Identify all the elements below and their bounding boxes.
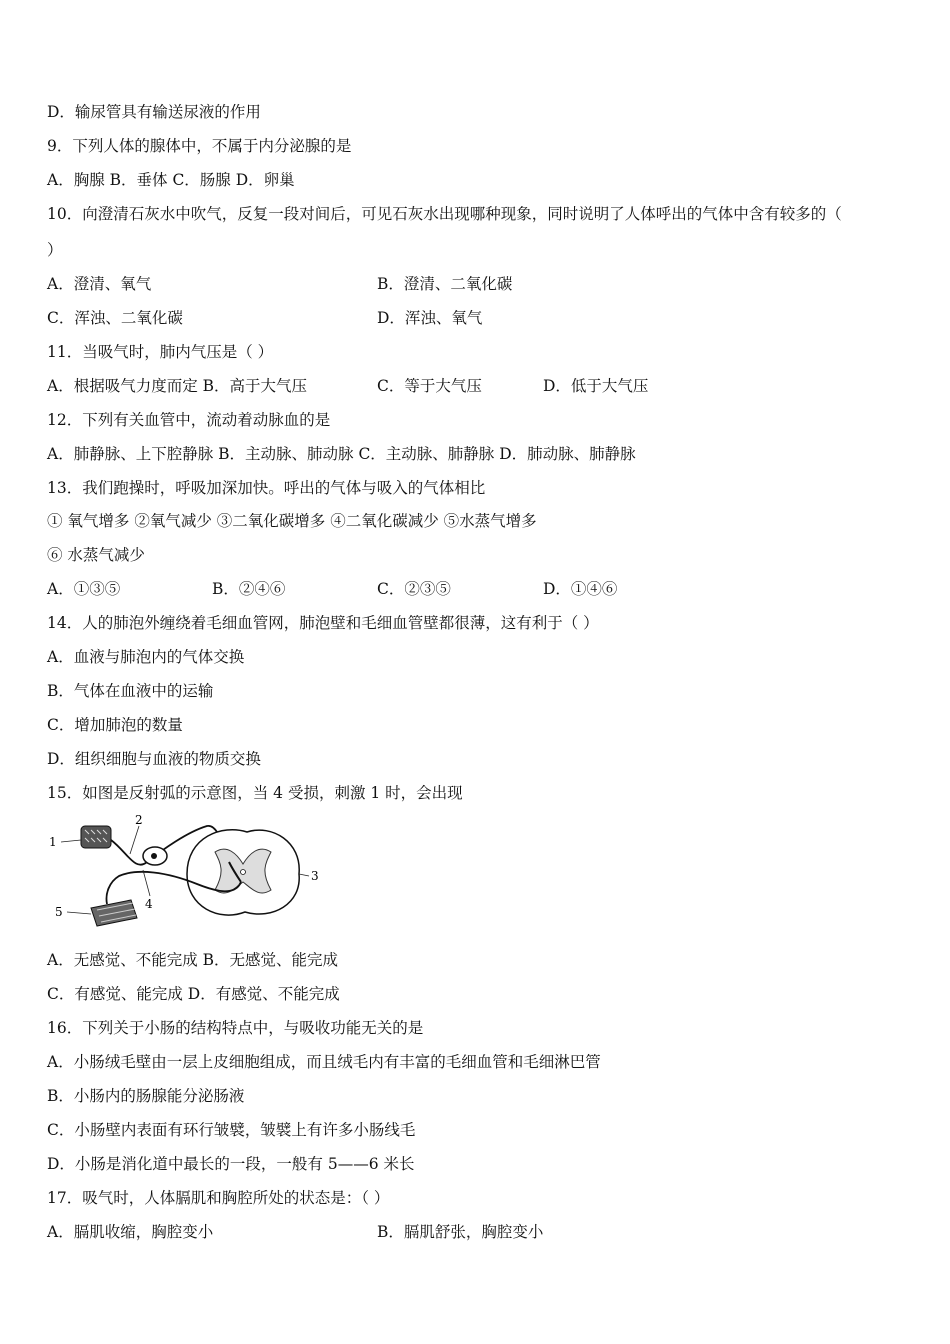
q12-stem: 12．下列有关血管中，流动着动脉血的是 [47,411,331,429]
reflex-arc-diagram [47,812,322,930]
label-4: 4 [145,897,153,911]
q16-option-a: A．小肠绒毛壁由一层上皮细胞组成，而且绒毛内有丰富的毛细血管和毛细淋巴管 [47,1053,601,1071]
q16-option-d: D．小肠是消化道中最长的一段，一般有 5——6 米长 [47,1155,415,1173]
q10-stem: 10．向澄清石灰水中吹气，反复一段对间后，可见石灰水出现哪种现象，同时说明了人体呼出的气体中含有较多的（ [47,205,842,223]
q12-options: A．肺静脉、上下腔静脉 B．主动脉、肺动脉 C．主动脉、肺静脉 D．肺动脉、肺静脉 [47,445,636,463]
q10-option-c: C．浑浊、二氧化碳 [47,309,183,327]
receptor-shape [81,826,111,848]
q14-stem: 14．人的肺泡外缠绕着毛细血管网，肺泡壁和毛细血管壁都很薄，这有利于（ ） [47,614,599,632]
q17-option-a: A．膈肌收缩，胸腔变小 [47,1223,214,1241]
q13-option-c: C．②③⑤ [377,580,451,598]
q15-options-cd: C．有感觉、能完成 D．有感觉、不能完成 [47,985,340,1003]
q15-options-ab: A．无感觉、不能完成 B．无感觉、能完成 [47,951,339,969]
q13-statement-6: ⑥ 水蒸气减少 [47,546,145,564]
q13-option-a: A．①③⑤ [47,580,121,598]
q14-option-a: A．血液与肺泡内的气体交换 [47,648,245,666]
label-2: 2 [135,813,143,827]
q13-option-d: D．①④⑥ [543,580,618,598]
q17-option-b: B．膈肌舒张，胸腔变小 [377,1223,544,1241]
q13-stem: 13．我们跑操时，呼吸加深加快。呼出的气体与吸入的气体相比 [47,479,486,497]
label-5: 5 [55,905,63,919]
label-1: 1 [49,835,57,849]
q11-option-c: C．等于大气压 [377,377,482,395]
q14-option-b: B．气体在血液中的运输 [47,682,214,700]
q13-statements: ① 氧气增多 ②氧气减少 ③二氧化碳增多 ④二氧化碳减少 ⑤水蒸气增多 [47,512,537,530]
q17-stem: 17．吸气时，人体膈肌和胸腔所处的状态是：（ ） [47,1189,390,1207]
q10-option-a: A．澄清、氧气 [47,275,152,293]
q10-option-d: D．浑浊、氧气 [377,309,483,327]
q11-options-ab: A．根据吸气力度而定 B．高于大气压 [47,377,308,395]
q8-option-d: D．输尿管具有输送尿液的作用 [47,103,261,121]
q14-option-d: D．组织细胞与血液的物质交换 [47,750,261,768]
q10-option-b: B．澄清、二氧化碳 [377,275,513,293]
q15-stem: 15．如图是反射弧的示意图，当 4 受损，刺激 1 时，会出现 [47,784,463,802]
q11-stem: 11．当吸气时，肺内气压是（ ） [47,343,274,361]
q16-option-c: C．小肠壁内表面有环行皱襞，皱襞上有许多小肠线毛 [47,1121,416,1139]
q11-option-d: D．低于大气压 [543,377,649,395]
effector-shape [91,900,137,926]
q14-option-c: C．增加肺泡的数量 [47,716,183,734]
q10-stem-cont: ） [47,241,63,259]
q16-option-b: B．小肠内的肠腺能分泌肠液 [47,1087,245,1105]
q13-option-b: B．②④⑥ [212,580,286,598]
label-3: 3 [311,869,319,883]
q9-options: A．胸腺 B．垂体 C．肠腺 D．卵巢 [47,171,295,189]
q16-stem: 16．下列关于小肠的结构特点中，与吸收功能无关的是 [47,1019,424,1037]
q9-stem: 9．下列人体的腺体中，不属于内分泌腺的是 [47,137,352,155]
